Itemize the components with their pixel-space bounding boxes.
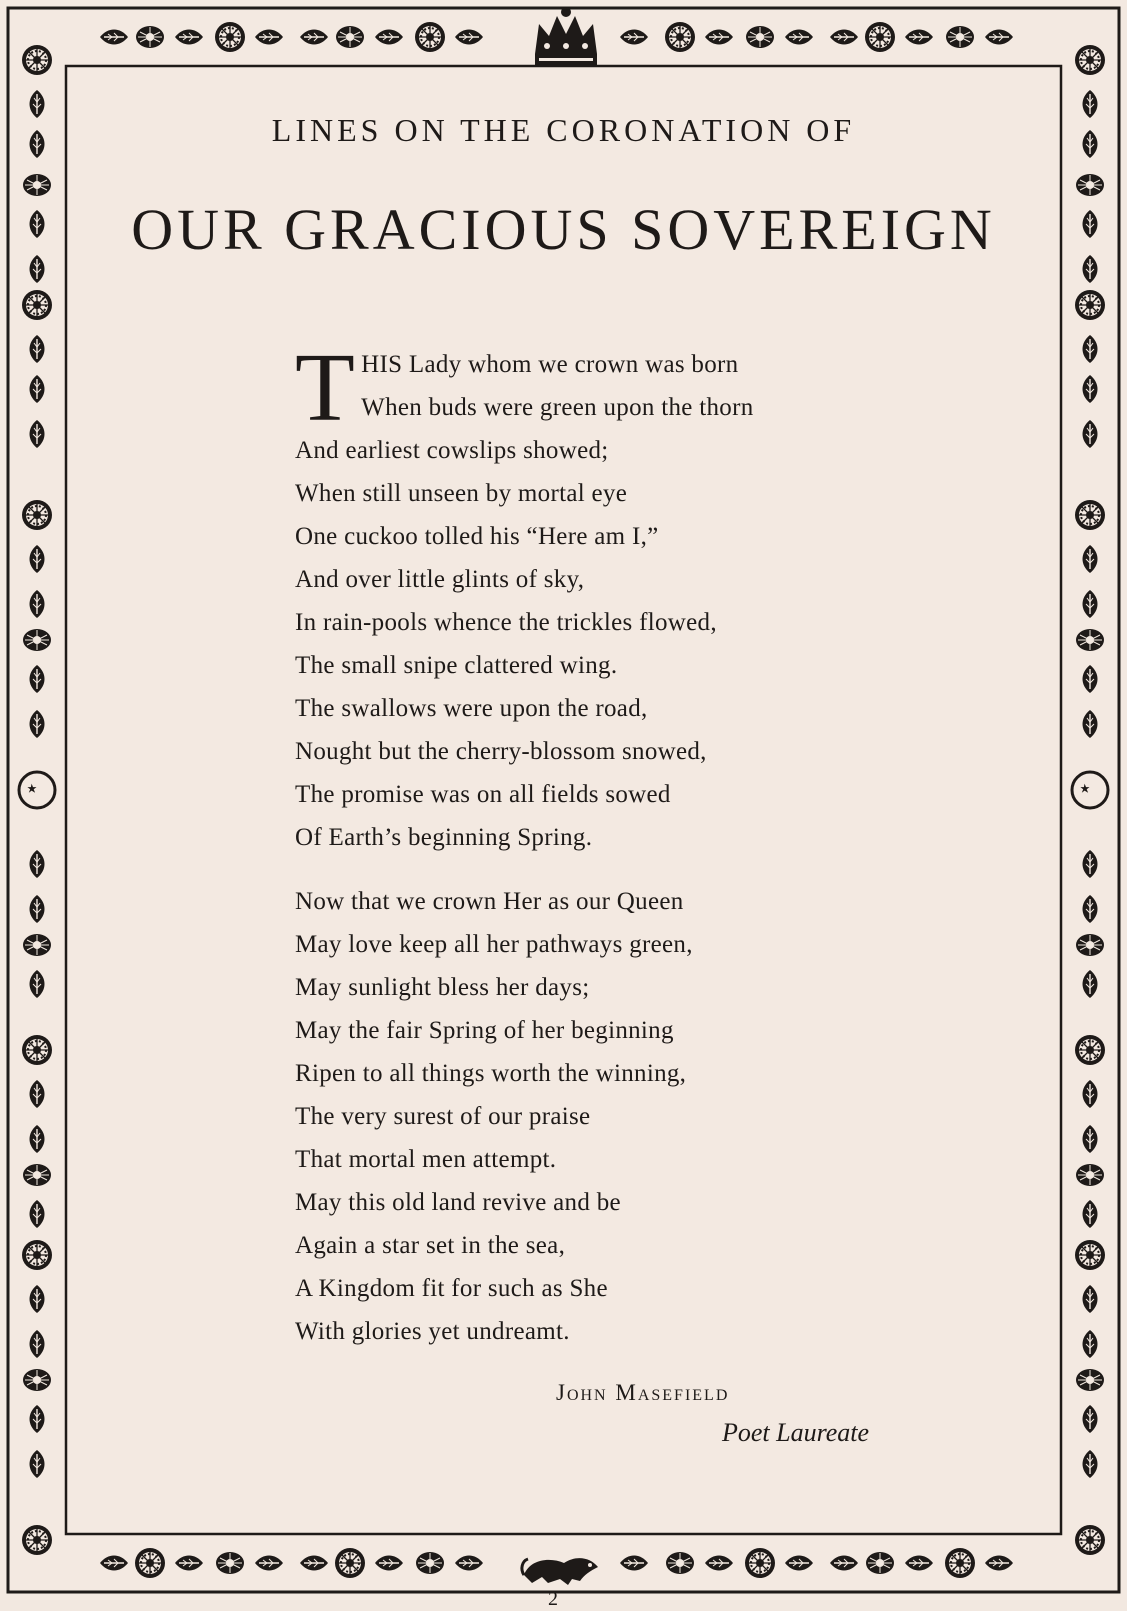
- poem-line: That mortal men attempt.: [295, 1146, 557, 1173]
- drop-cap: T: [295, 334, 356, 442]
- poem-line: The swallows were upon the road,: [295, 695, 648, 722]
- poem: [295, 334, 915, 1353]
- poem-line: And over little glints of sky,: [295, 566, 585, 593]
- stanza-2: [295, 880, 915, 1353]
- poem-line: Now that we crown Her as our Queen: [295, 888, 684, 915]
- poem-line: Of Earth’s beginning Spring.: [295, 824, 593, 851]
- crescent-star-icon: [19, 772, 55, 808]
- poem-line: Ripen to all things worth the winning,: [295, 1060, 687, 1087]
- subtitle: LINES ON THE CORONATION OF: [271, 112, 856, 148]
- lion-icon: [522, 1558, 598, 1585]
- poem-line: The promise was on all fields sowed: [295, 781, 671, 808]
- poem-line: With glories yet undreamt.: [295, 1318, 570, 1345]
- crescent-star-icon: [1072, 772, 1108, 808]
- author-name: John Masefield: [556, 1380, 730, 1405]
- poem-line: May the fair Spring of her beginning: [295, 1017, 674, 1044]
- page-number: 2: [548, 1588, 558, 1610]
- poem-line: When buds were green upon the thorn: [361, 394, 754, 421]
- poem-line: The very surest of our praise: [295, 1103, 591, 1130]
- poem-line: The small snipe clattered wing.: [295, 652, 618, 679]
- author-role: Poet Laureate: [722, 1418, 870, 1447]
- poem-line: Again a star set in the sea,: [295, 1232, 566, 1259]
- poem-line: A Kingdom fit for such as She: [295, 1275, 608, 1302]
- page-title: OUR GRACIOUS SOVEREIGN: [131, 197, 996, 262]
- poem-line: May sunlight bless her days;: [295, 974, 590, 1001]
- poem-line: May love keep all her pathways green,: [295, 931, 693, 958]
- crown-icon: [535, 7, 597, 66]
- poem-line: HIS Lady whom we crown was born: [361, 351, 739, 378]
- poem-line: And earliest cowslips showed;: [295, 437, 609, 464]
- poem-line: One cuckoo tolled his “Here am I,”: [295, 523, 659, 550]
- poem-line: Nought but the cherry-blossom snowed,: [295, 738, 707, 765]
- stanza-1: [295, 334, 915, 859]
- poem-line: May this old land revive and be: [295, 1189, 621, 1216]
- poem-line: When still unseen by mortal eye: [295, 480, 628, 507]
- poem-line: In rain-pools whence the trickles flowed,: [295, 609, 717, 636]
